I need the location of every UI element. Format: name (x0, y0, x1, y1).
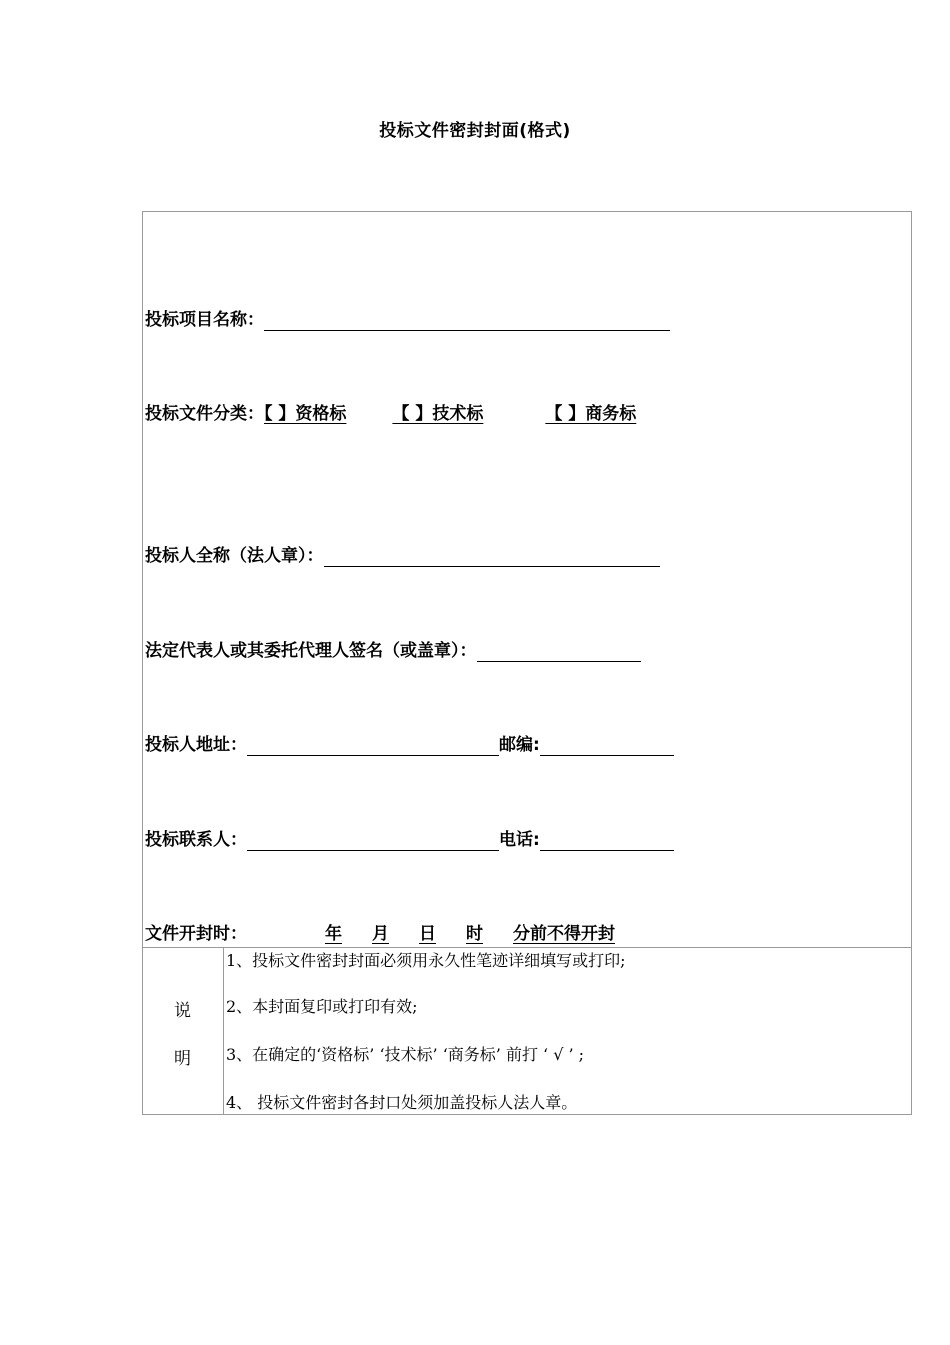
opening-year: 年 (325, 924, 342, 944)
address-label: 投标人地址： (145, 735, 247, 755)
category-row (145, 403, 636, 425)
postcode-label: 邮编: (499, 735, 540, 755)
bidder-name-row (145, 545, 660, 567)
project-name-field[interactable] (264, 312, 670, 331)
phone-field[interactable] (540, 832, 674, 851)
notes-header-2: 明 (174, 1049, 191, 1069)
opening-time-field[interactable] (247, 924, 615, 944)
contact-row (145, 829, 674, 851)
contact-field[interactable] (247, 832, 499, 851)
address-field[interactable] (247, 737, 499, 756)
contact-label: 投标联系人： (145, 830, 247, 850)
category-options (264, 404, 636, 424)
opening-minute-tail: 分前不得开封 (513, 924, 615, 944)
note-item: 1、投标文件密封封面必须用永久性笔迹详细填写或打印; (226, 951, 626, 970)
postcode-field[interactable] (540, 737, 674, 756)
notes-header-1: 说 (174, 1001, 191, 1021)
category-option-commercial[interactable]: 【 】商务标 (545, 404, 637, 424)
signature-label: 法定代表人或其委托代理人签名（或盖章）： (145, 641, 477, 661)
note-item: 4、 投标文件密封各封口处须加盖投标人法人章。 (226, 1093, 578, 1112)
notes-column-divider (223, 947, 224, 1115)
phone-label: 电话: (499, 830, 540, 850)
opening-hour: 时 (466, 924, 483, 944)
category-label: 投标文件分类： (145, 404, 264, 424)
opening-month: 月 (372, 924, 389, 944)
project-name-row (145, 309, 670, 331)
notes-divider (142, 947, 912, 948)
opening-day: 日 (419, 924, 436, 944)
project-name-label: 投标项目名称： (145, 310, 264, 330)
cover-form-box (142, 211, 912, 1115)
opening-time-row (145, 923, 615, 945)
opening-time-label: 文件开封时： (145, 924, 247, 944)
page-title: 投标文件密封封面(格式) (379, 121, 571, 141)
signature-row (145, 640, 641, 662)
note-item: 2、本封面复印或打印有效; (226, 997, 418, 1016)
bidder-name-label: 投标人全称（法人章）： (145, 546, 324, 566)
bidder-name-field[interactable] (324, 548, 660, 567)
address-row (145, 734, 674, 756)
category-option-technical[interactable]: 【 】技术标 (392, 404, 484, 424)
category-option-qualification[interactable]: 【 】资格标 (264, 404, 347, 424)
signature-field[interactable] (477, 643, 641, 662)
note-item: 3、在确定的‘资格标’ ‘技术标’ ‘商务标’ 前打 ‘ √ ’ ; (226, 1045, 585, 1064)
